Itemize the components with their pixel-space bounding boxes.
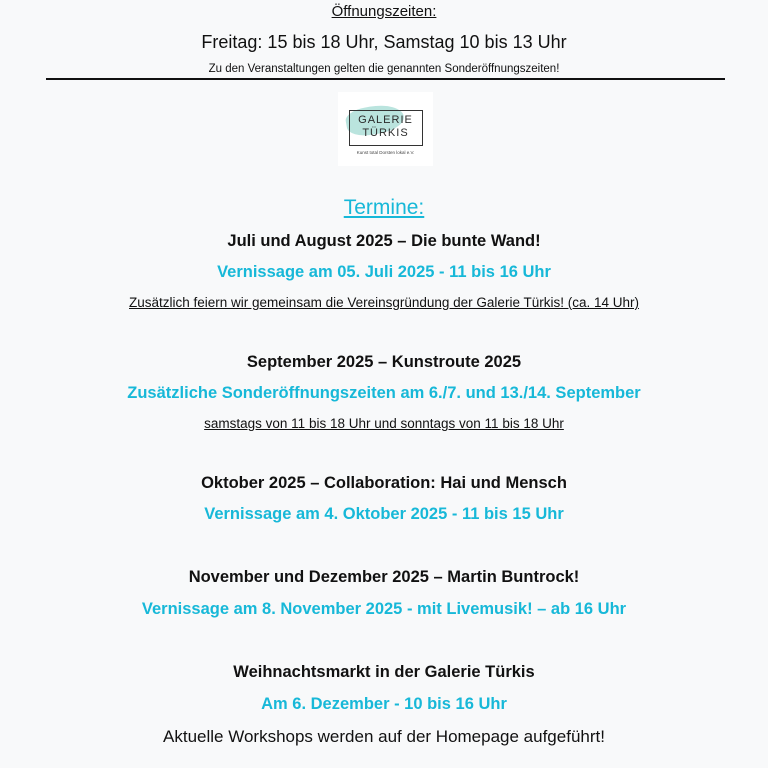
opening-hours-title: Öffnungszeiten: (331, 3, 437, 20)
event-title: November und Dezember 2025 – Martin Buntrock! (188, 568, 580, 586)
opening-hours-text: Freitag: 15 bis 18 Uhr, Samstag 10 bis 13 Uhr (201, 32, 567, 52)
event-title: September 2025 – Kunstroute 2025 (246, 353, 522, 371)
event-title: Oktober 2025 – Collaboration: Hai und Mensch (201, 474, 567, 492)
event-note: samstags von 11 bis 18 Uhr und sonntags von 11 bis 18 Uhr (204, 416, 564, 431)
event-highlight: Vernissage am 05. Juli 2025 - 11 bis 16 Uhr (217, 263, 551, 281)
workshops-footer: Aktuelle Workshops werden auf der Homepage aufgeführt! (163, 727, 605, 746)
event-highlight: Vernissage am 4. Oktober 2025 - 11 bis 15 Uhr (204, 505, 564, 523)
event-highlight: Zusätzliche Sonderöffnungszeiten am 6./7. und 13./14. September (127, 384, 641, 402)
event-title: Weihnachtsmarkt in der Galerie Türkis (233, 663, 535, 681)
event-highlight: Vernissage am 8. November 2025 - mit Livemusik! – ab 16 Uhr (141, 600, 627, 618)
galerie-tuerkis-logo (338, 92, 433, 166)
logo-text-line2: TÜRKIS (362, 127, 409, 139)
event-highlight: Am 6. Dezember - 10 bis 16 Uhr (261, 695, 507, 713)
special-hours-note: Zu den Veranstaltungen gelten die genannten Sonderöffnungszeiten! (208, 63, 560, 75)
logo-text-line1: GALERIE (358, 114, 413, 126)
logo-tagline: Kunst total Dorsten lokal e.V. (356, 150, 415, 155)
event-note: Zusätzlich feiern wir gemeinsam die Vereinsgründung der Galerie Türkis! (ca. 14 Uhr) (129, 295, 639, 310)
header-divider (46, 78, 725, 80)
event-title: Juli und August 2025 – Die bunte Wand! (227, 232, 541, 250)
termine-heading: Termine: (343, 196, 425, 219)
